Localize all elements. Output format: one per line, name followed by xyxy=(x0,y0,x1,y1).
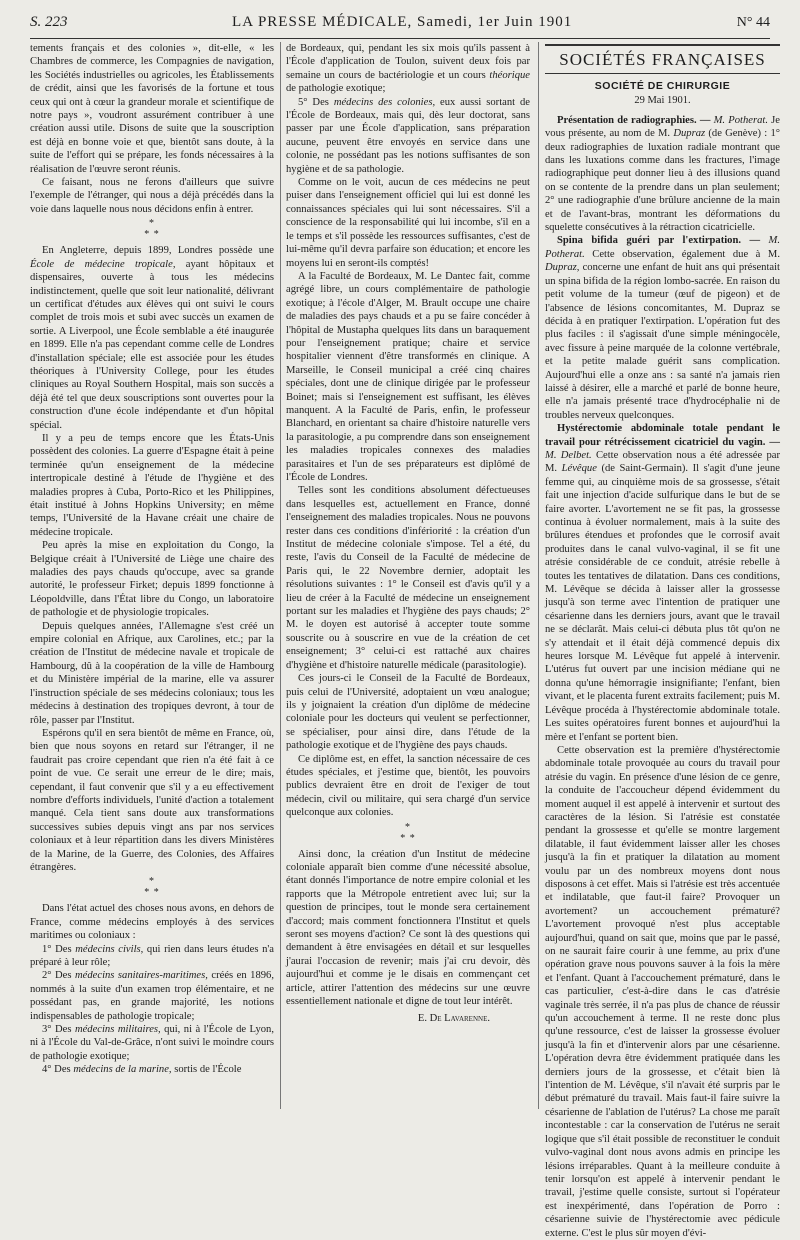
paragraph: Ce diplôme est, en effet, la sanction nécessaire de ces études spéciales, et j'estime que, bientôt, les pouvoirs publics devraient être en droit de l'exiger de tout médecin, civil ou militaire, qui sera chargé d'un service quelconque aux colonies. xyxy=(286,753,530,819)
paragraph: Il y a peu de temps encore que les États-Unis possèdent des colonies. La guerre d'Espagne était à peine terminée qu'un enseignement de la médecine intertropicale destiné à l'étude de l'hygiène et des maladies propres à Cuba, Porto-Rico et les Philippines, était institué à Johns Hopkins University; en même temps, l'Université de la Havane créait une chaire de médecine tropicale. xyxy=(30,432,274,538)
header-rule xyxy=(30,38,770,39)
separator-stars: * * * xyxy=(400,821,416,844)
paragraph: Ces jours-ci le Conseil de la Faculté de Bordeaux, puis celui de l'Université, adoptaient un vœu analogue; ils y joignaient la création d'un diplôme de médecine coloniale pour les docteurs qui veulent se perfectionner, se spécialiser, pour ainsi dire, dans l'étude de la pathologie exotique et de l'hygiène des pays chauds. xyxy=(286,673,530,752)
article: Hystérectomie abdominale totale pendant le travail pour rétrécissement cicatriciel du vagin. — M. Delbet. Cette observation nous a été adressée par M. Lévêque (de Saint-Germain). Il s'agit d'une jeune femme qui, au cinquième mois de sa grossesse, s'était fait une injection d'acide sulfurique dans le but de se faire avorter. L'avortement ne se fit pas, la grossesse continua à évoluer normalement, mais à la suite des brûlures étendues et profondes que le corrosif avait produites dans le canal vulvo-vaginal, il se fit une atrésie considérable de ce conduit, atrésie rebelle à toutes les tentatives de dilatation. Dans ces conditions, M. Lévêque se décida à laisser aller la grossesse jusqu'à son terme avec l'intention de pratiquer une césarienne dans les derniers jours, avant que le travail ne se déclarât. Mais celui-ci débuta plus tôt qu'on ne s'y attendait et il était déjà commencé depuis dix heures lorsque M. Lévêque fut appelé à intervenir. L'utérus fut ouvert par une incision médiane qui ne donna qu'une hémorragie insignifiante; l'enfant, bien vivant, et le placenta furent extraits facilement; puis M. Lévêque procéda à l'hystérectomie abdominale totale. Les suites opératoires furent bonnes et aujourd'hui la mère et l'enfant se portent bien. xyxy=(545,423,781,743)
paragraph: A la Faculté de Bordeaux, M. Le Dantec fait, comme agrégé libre, un cours complémentaire de pathologie exotique; à l'école d'Alger, M. Brault occupe une chaire de maladies des pays chauds et a pu se faire concéder à l'hôpital de Mustapha quelques lits dans un baraquement pour l'enseignement pratique; chaire et service hospitalier viennent d'être transformés en clinique. A Marseille, le Conseil municipal a créé cinq chaires spéciales, dont une de clinique dirigée par le professeur Boinet; mais si l'enseignement est suffisant, les élèves manquent. A la Faculté de Paris, enfin, le professeur Blanchard, en orientant sa chaire d'histoire naturelle vers la parasitologie, a pu comprendre dans son enseignement les maladies tropicales connexes des maladies parasitaires et l'un de ses préparateurs est diplômé de l'École de Londres. xyxy=(286,270,530,483)
article: Spina bifida guéri par l'extirpation. — M. Potherat. Cette observation, également due à M. Dupraz, concerne une enfant de huit ans qui présentait un spina bifida de la région lombo-sacrée. En raison du petit volume de la tumeur (œuf de pigeon) et de l'absence de lésions concomitantes, M. Dupraz se décida à en pratiquer l'extirpation. L'opération fut des plus faciles : il s'agissait d'une simple méningocèle, avec fissure à peine marquée de la colonne vertébrale, et la petite malade guérit sans complication. Aujourd'hui elle a onze ans : sa santé n'a jamais rien laissé à désirer, elle a marché et parlé de bonne heure, elle n'a jamais présenté trace d'hydrocéphalie ni de troubles nerveux quelconques. xyxy=(545,235,780,421)
journal-title: LA PRESSE MÉDICALE, Samedi, 1er Juin 1901 xyxy=(232,14,573,30)
list-item: 5° Des médecins des colonies, eux aussi sortant de l'École de Bordeaux, mais qui, dès leur doctorat, sans passer par une École d'application, sans préparation aucune, peuvent être envoyés en service dans une colonie, ne possédant pas les notions suffisantes de son hygiène et de sa pathologie. xyxy=(286,96,530,175)
column-divider xyxy=(280,42,281,1109)
column-3 xyxy=(545,42,781,1239)
separator-stars: * * * xyxy=(144,218,160,241)
list-item: 2° Des médecins sanitaires-maritimes, créés en 1896, nommés à la suite d'un examen trop élémentaire, et ne possédant pas, en grande majorité, les notions indispensables de pathologie tropicale; xyxy=(30,970,274,1022)
session-date: 29 Mai 1901. xyxy=(634,95,691,107)
author-signature: E. De Lavarenne. xyxy=(417,1013,490,1025)
paragraph: Ainsi donc, la création d'un Institut de médecine coloniale apparaît bien comme d'une nécessité absolue, étant donnés l'importance de notre empire colonial et les rapports que la Métropole entretient avec lui; sur la question de principes, tout le monde sera certainement d'accord; mais comment fonctionnera l'Institut et quels seront ses moyens d'action? Ce sont là des questions qui demandent à être envisagées en détail et sur lesquelles j'aurai l'occasion de revenir; mais j'ai cru devoir, dès aujourd'hui et comme je le disais en commençant cet article, attirer l'attention des médecins sur une œuvre essentiellement nationale et digne de tout leur intérêt. xyxy=(286,848,530,1008)
column-2 xyxy=(286,42,530,1113)
section-title: SOCIÉTÉS FRANÇAISES xyxy=(545,44,780,74)
page-header xyxy=(30,14,770,36)
list-item: 3° Des médecins militaires, qui, ni à l'École de Lyon, ni à l'École du Val-de-Grâce, n'ont suivi le moindre cours de pathologie exotique; xyxy=(30,1024,274,1062)
page-number: S. 223 xyxy=(30,14,68,30)
column-1 xyxy=(30,42,274,1113)
paragraph: Telles sont les conditions absolument défectueuses dans lesquelles est, actuellement en France, donné l'enseignement des maladies tropicales. Nous ne pouvons rester dans ces conditions d'infériorité : la création d'un Institut de médecine coloniale s'impose. Tel a été, du reste, l'avis du Conseil de la Faculté de médecine de Paris qui, le 22 Novembre dernier, adoptait les résolutions suivantes : 1° le Conseil est d'avis qu'il y a lieu de créer à la Faculté de médecine un enseignement portant sur les maladies et l'hygiène des pays chauds; 2° M. le doyen est autorisé à accepter toute somme souscrite ou à souscrire en vue de la création de cet enseignement; 3° celui-ci est rattaché aux chaires d'hygiène et d'histoire naturelle médicale (parasitologie). xyxy=(286,485,530,671)
paragraph: Peu après la mise en exploitation du Congo, la Belgique créait à l'Université de Liège une chaire des maladies des pays chauds qu'occupe, avec sa grande autorité, le professeur Firket; depuis 1899 fonctionne à Léopoldville, dans l'État libre du Congo, un laboratoire de pathologie et de physiologie tropicales. xyxy=(30,540,274,619)
column-divider xyxy=(538,42,539,1109)
list-item: 1° Des médecins civils, qui rien dans leurs études n'a préparé à leur rôle; xyxy=(30,943,274,968)
paragraph: Depuis quelques années, l'Allemagne s'est créé un empire colonial en Afrique, aux Carolines, etc.; par la création de l'Institut de médecine navale et tropicale de Hambourg, dû à la coopération de la ville de Hambourg et du Ministère impérial de la marine, elle va assurer l'instruction spéciale de ses médecins coloniaux; tous les médecins à destination des tropiques devront, à tour de rôle, passer par l'Institut. xyxy=(30,620,274,726)
paragraph: de Bordeaux, qui, pendant les six mois qu'ils passent à l'École d'application de Toulon, suivent deux fois par semaine un cours de bactériologie et un cours théorique de pathologie exotique; xyxy=(286,43,530,95)
paragraph: Espérons qu'il en sera bientôt de même en France, où, bien que nous soyons en retard sur l'étranger, il ne faudrait pas croire cependant que rien n'a été fait à ce point de vue. Ce serait une erreur de le dire; mais, cependant, il faut convenir que s'il y a eu effectivement nombre d'efforts individuels, l'unité d'action a totalement manqué. Cela tient sans doute aux transformations successives subies depuis vingt ans par nos services coloniaux et à leur répartition dans les divers Ministères de la Marine, de la Guerre, des Colonies, des Affaires étrangères. xyxy=(30,727,274,873)
paragraph: Dans l'état actuel des choses nous avons, en dehors de France, comme médecins employés à des services maritimes ou coloniaux : xyxy=(30,903,274,942)
list-item: 4° Des médecins de la marine, sortis de l'École xyxy=(42,1064,242,1076)
issue-number: N° 44 xyxy=(736,15,770,30)
paragraph: Ce faisant, nous ne ferons d'ailleurs que suivre l'exemple de l'étranger, qui nous a déjà précédés dans la voie dans laquelle nous nous décidons enfin à entrer. xyxy=(30,177,274,215)
society-heading: SOCIÉTÉ DE CHIRURGIE xyxy=(594,80,731,92)
article: Présentation de radiographies. — M. Potherat. Je vous présente, au nom de M. Dupraz (de Genève) : 1° deux radiographies de luxation radiale montrant que dans les luxations comme dans les fractures, l'image radiographique peut donner lieu à des illusions quand on se contente de la prendre dans un plan seulement; 2° une radiographie d'une brûlure ancienne de la main et de l'avant-bras, montrant les déformations du squelette consécutives à la rétraction cicatricielle. xyxy=(545,114,780,234)
paragraph: tements français et des colonies », dit-elle, « les Chambres de commerce, les Compagnies de navigation, les Sociétés industrielles ou agricoles, les Établissements de crédit, ainsi que les favorisés de la fortune et tous ceux qui ont à cœur la grandeur morale et scientifique de notre pays », voudront assurément contribuer à une création aussi utile. Disons de suite que la souscription est déjà en bonne voie et que, bientôt sans doute, à la suite de l'effort qui se prépare, les fonds nécessaires à la réalisation de l'œuvre seront réunis. xyxy=(30,43,274,175)
paragraph: Comme on le voit, aucun de ces médecins ne peut puiser dans l'enseignement officiel qui lui est donné les connaissances spéciales qui lui sont nécessaires. S'il a conscience de la responsabilité qui lui incombe, s'il en a le temps et s'il possède les ressources suffisantes, c'est de lui-même qu'il devra parfaire son éducation; et encore les moyens lui en seront-ils comptés! xyxy=(286,177,530,269)
separator-stars: * * * xyxy=(144,876,160,899)
paragraph: Cette observation est la première d'hystérectomie abdominale totale provoquée au cours du travail pour atrésie du vagin. En présence d'une lésion de ce genre, la conduite de l'accoucheur dépend évidemment du moment auquel il est appelé à intervenir et surtout des caractères de la lésion. Si l'atrésie est constatée pendant la grossesse et qu'elle se montre largement dilatable, il faut évidemment laisser aller les choses jusqu'à la fin et pratiquer la dilatation au moment voulu par un des nombreux moyens dont nous disposons à cet effet. Mais si l'atrésie est très accentuée et indilatable, que faut-il faire? Provoquer un avortement? un accouchement prématuré? L'avortement provoqué n'est plus acceptable aujourd'hui, quand on sait que, moins que par le passé, on ne saurait faire courir à une femme, au prix d'une opération grave nous pouvons sauver à la fois la mère et l'enfant. Quant à l'accouchement prématuré, dans le cas particulier, c'est-à-dire dans le cas d'atrésie vaginale très serrée, il n'a pas plus de chance de réussir qu'un accouchement à terme. Il ne reste donc plus qu'une ressource, c'est de laisser la grossesse évoluer jusqu'à la fin et d'intervenir alors par une césarienne. L'opération devra être évidemment pratiquée dans les derniers jours de la grossesse, et c'était bien là l'intention de M. Lévêque, s'il n'avait été surpris par le début prématuré du travail. Mais faut-il faire suivre la césarienne de l'ablation de l'utérus? La chose me paraît incontestable : car la conservation de l'utérus ne serait logique que s'il était possible de reconstituer le conduit vulvo-vaginal dont nous avons admis en principe les lésions irréparables. Quant à la meilleure conduite à tenir lorsqu'on est appelé à intervenir pendant le travail, j'estime quelle consiste, surtout si l'opérateur est inexpérimenté, dans l'opération de Porro : césarienne suivie de l'hystérectomie avec pédicule externe. C'est le plus sûr moyen d'évi- xyxy=(545,744,780,1239)
paragraph: En Angleterre, depuis 1899, Londres possède une École de médecine tropicale, ayant hôpitaux et dispensaires, ouverte à tous les médecins indistinctement, quelle que soit leur nationalité, délivrant un certificat d'études aux élèves qui ont suivi le cours complet de trois mois et subi avec succès un examen de sortie. A Liverpool, une École semblable a été inaugurée en 1899. Elle n'a pas cependant comme celle de Londres d'installation spéciale; elle est associée pour les études théoriques à l'University College, pour les études cliniques au Royal Southern Hospital, mais son succès a déjà été tel que deux souscriptions sont ouvertes pour la construction d'une école indépendante et d'un hôpital spécial. xyxy=(30,245,275,431)
